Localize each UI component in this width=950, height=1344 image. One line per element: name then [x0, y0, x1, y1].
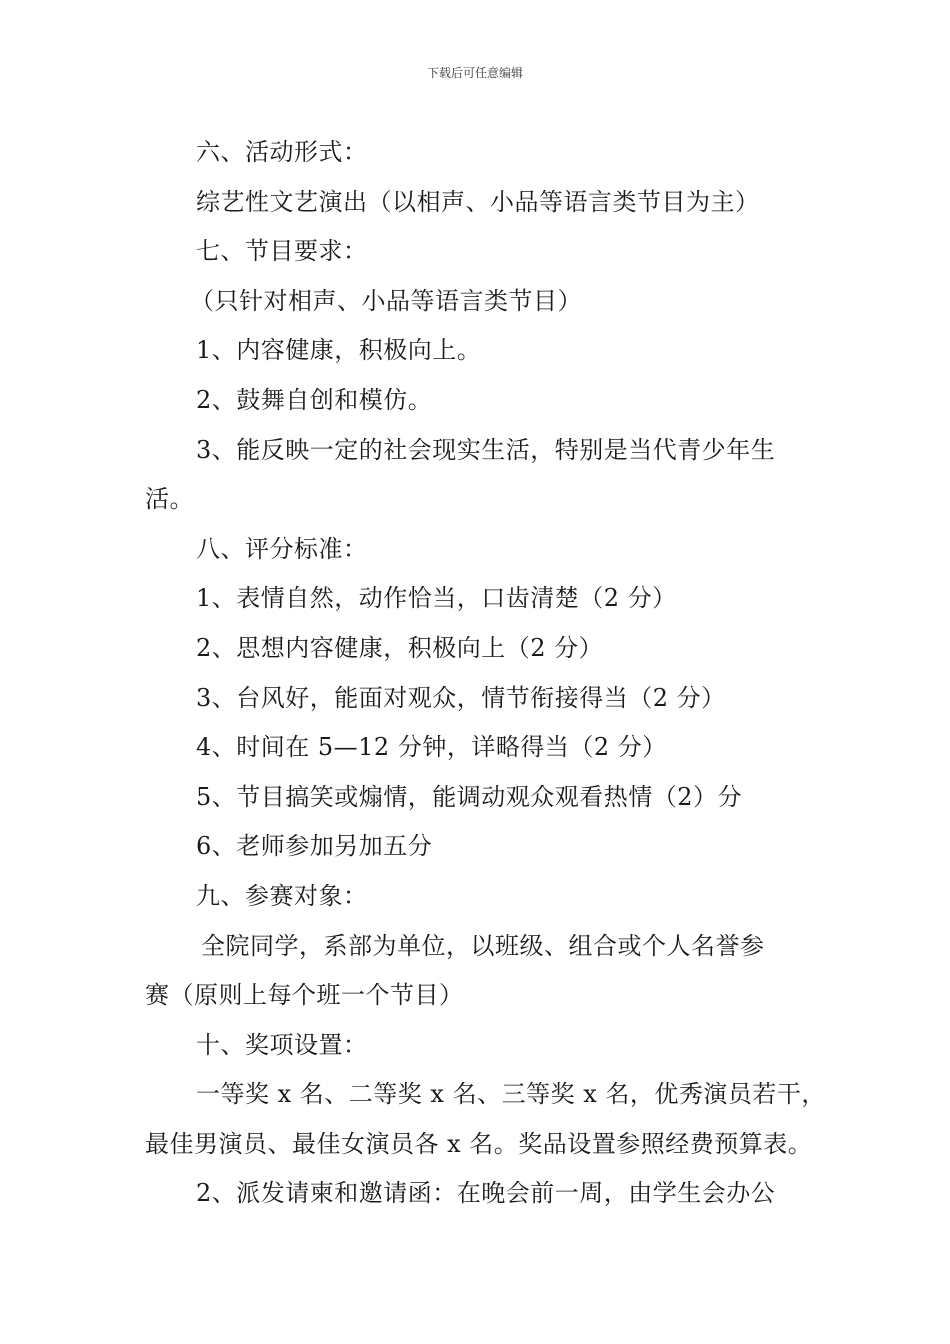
text-line: 2、思想内容健康，积极向上（2 分） — [196, 633, 604, 662]
text-line: 综艺性文艺演出（以相声、小品等语言类节目为主） — [196, 187, 760, 216]
text-line: 赛（原则上每个班一个节目） — [145, 981, 464, 1010]
text-line: 2、派发请柬和邀请函：在晚会前一周，由学生会办公 — [196, 1179, 776, 1208]
text-line: 最佳男演员、最佳女演员各 x 名。奖品设置参照经费预算表。 — [145, 1129, 813, 1158]
text-line: 5、节目搞笑或煽情，能调动观众观看热情（2）分 — [196, 782, 743, 811]
text-line: 六、活动形式： — [196, 138, 368, 166]
document-body — [145, 128, 830, 1219]
text-line: 1、表情自然，动作恰当，口齿清楚（2 分） — [196, 584, 677, 613]
text-line: 九、参赛对象： — [196, 881, 368, 910]
text-line: 4、时间在 5—12 分钟，详略得当（2 分） — [196, 733, 667, 762]
text-line: 活。 — [145, 485, 194, 514]
text-line: 全院同学，系部为单位，以班级、组合或个人名誉参 — [201, 931, 765, 960]
text-line: 6、老师参加另加五分 — [196, 832, 433, 861]
text-line: 十、奖项设置： — [196, 1030, 368, 1059]
page-header: 下载后可任意编辑 — [426, 66, 523, 80]
text-line: 七、节目要求： — [196, 237, 368, 266]
text-line: 3、能反映一定的社会现实生活，特别是当代青少年生 — [196, 435, 776, 464]
text-line: 3、台风好，能面对观众，情节衔接得当（2 分） — [196, 683, 726, 712]
text-line: 1、内容健康，积极向上。 — [196, 336, 482, 365]
text-line: （只针对相声、小品等语言类节目） — [190, 286, 582, 315]
text-line: 2、鼓舞自创和模仿。 — [196, 385, 433, 414]
text-line: 一等奖 x 名、二等奖 x 名、三等奖 x 名，优秀演员若干， — [196, 1080, 826, 1109]
text-line: 八、评分标准： — [196, 534, 368, 563]
